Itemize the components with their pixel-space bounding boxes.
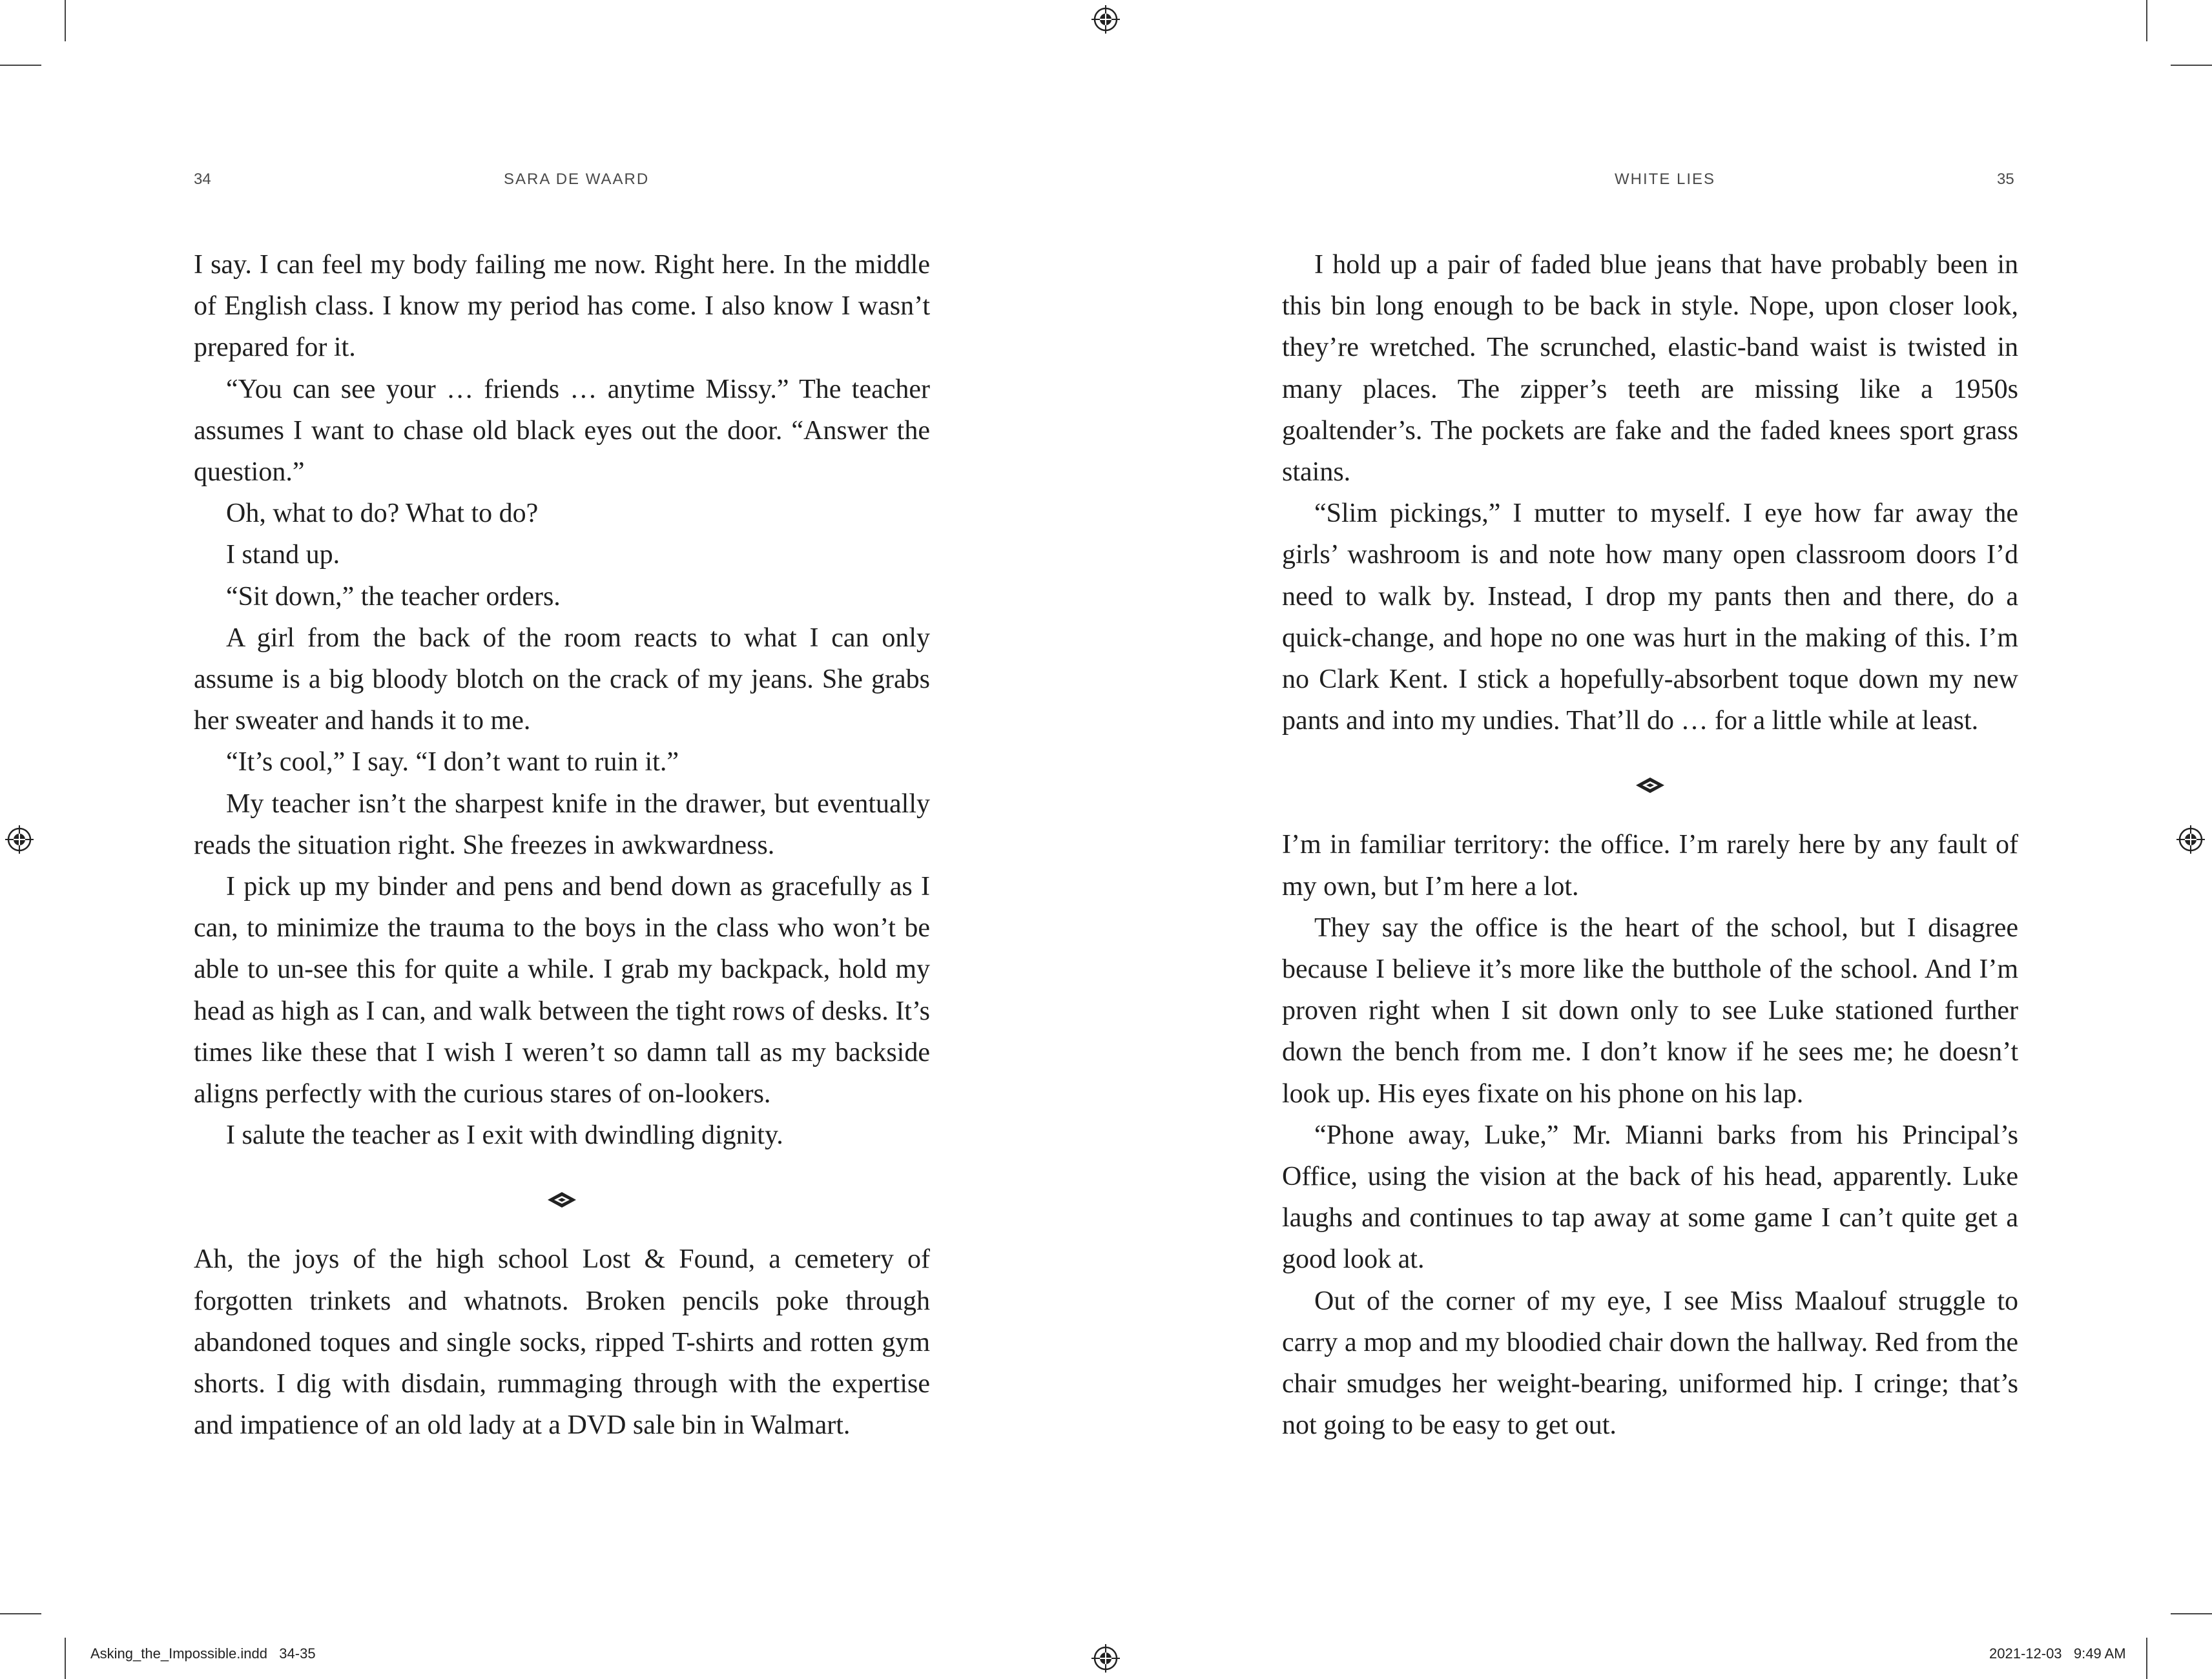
paragraph: “You can see your … friends … anytime Missy.” The teacher assumes I want to chase old black eyes out the door. “Answer the question.” bbox=[194, 374, 930, 488]
registration-mark-icon bbox=[1091, 5, 1120, 34]
left-page-body bbox=[194, 244, 930, 1446]
section-break bbox=[1282, 741, 2018, 824]
paragraph: “It’s cool,” I say. “I don’t want to ruin it.” bbox=[226, 747, 679, 778]
right-running-head: WHITE LIES bbox=[1615, 170, 1716, 188]
right-page-body bbox=[1282, 244, 2018, 1446]
paragraph: I pick up my binder and pens and bend down as gracefully as I can, to minimize the trauma to the boys in the class who won’t be able to un-see this for quite a while. I grab my backpack, hold my head as high as I can, and walk between the tight rows of desks. It’s times like these that I wish I weren’t so damn tall as my backside aligns perfectly with the curious stares of on-lookers. bbox=[194, 872, 930, 1109]
registration-mark-icon bbox=[2176, 825, 2205, 854]
crop-mark-top-right-v bbox=[2146, 0, 2147, 41]
left-running-head: SARA DE WAARD bbox=[504, 170, 650, 188]
crop-mark-bottom-left-h bbox=[0, 1613, 41, 1614]
right-page-number: 35 bbox=[1997, 170, 2014, 188]
paragraph: Ah, the joys of the high school Lost & Found, a cemetery of forgotten trinkets and whatnots. Broken pencils poke through abandoned toques and single socks, ripped T-shirts and rotten gym shorts. I dig with disdain, rummaging through with the expertise and impatience of an old lady at a DVD sale bin in Walmart. bbox=[194, 1244, 930, 1441]
slug-timestamp: 2021-12-03 9:49 AM bbox=[1989, 1645, 2126, 1662]
paragraph: I say. I can feel my body failing me now. Right here. In the middle of English class. I know my period has come. I also know I wasn’t prepared for it. bbox=[194, 250, 930, 363]
paragraph: I hold up a pair of faded blue jeans that have probably been in this bin long enough to be back in style. Nope, upon closer look, they’re wretched. The scrunched, elastic-band waist is twisted in many places. The zipper’s teeth are missing like a 1950s goaltender’s. The pockets are fake and the faded knees sport grass stains. bbox=[1282, 250, 2018, 488]
crop-mark-bottom-right-v bbox=[2146, 1638, 2147, 1679]
registration-mark-icon bbox=[5, 825, 34, 854]
paragraph: I salute the teacher as I exit with dwindling dignity. bbox=[226, 1120, 783, 1151]
crop-mark-top-left-h bbox=[0, 65, 41, 66]
paragraph: A girl from the back of the room reacts to what I can only assume is a big bloody blotch on the crack of my jeans. She grabs her sweater and hands it to me. bbox=[194, 623, 930, 736]
paragraph: Out of the corner of my eye, I see Miss Maalouf struggle to carry a mop and my bloodied chair down the hallway. Red from the chair smudges her weight-bearing, uniformed hip. I cringe; that’s not going to be easy to get out. bbox=[1282, 1286, 2018, 1441]
diamond-ornament-icon bbox=[546, 1191, 577, 1209]
crop-mark-bottom-left-v bbox=[65, 1638, 66, 1679]
paragraph: My teacher isn’t the sharpest knife in the drawer, but eventually reads the situation right. She freezes in awkwardness. bbox=[194, 788, 930, 860]
paragraph: “Phone away, Luke,” Mr. Mianni barks from his Principal’s Office, using the vision at the back of his head, apparently. Luke laughs and continues to tap away at some game I can’t quite get a good look at. bbox=[1282, 1120, 2018, 1275]
paragraph: I’m in familiar territory: the office. I’m rarely here by any fault of my own, but I’m here a lot. bbox=[1282, 830, 2018, 901]
paragraph: They say the office is the heart of the school, but I disagree because I believe it’s more like the butthole of the school. And I’m proven right when I sit down only to see Luke stationed further down the bench from me. I don’t know if he sees me; he doesn’t look up. His eyes fixate on his phone on his lap. bbox=[1282, 912, 2018, 1109]
paragraph: Oh, what to do? What to do? bbox=[226, 499, 539, 529]
paragraph: I stand up. bbox=[226, 540, 340, 570]
diamond-ornament-icon bbox=[1635, 776, 1666, 794]
registration-mark-icon bbox=[1091, 1644, 1120, 1673]
crop-mark-bottom-right-h bbox=[2171, 1613, 2212, 1614]
crop-mark-top-left-v bbox=[65, 0, 66, 41]
section-break bbox=[194, 1156, 930, 1239]
paragraph: “Slim pickings,” I mutter to myself. I eye how far away the girls’ washroom is and note how many open classroom doors I’d need to walk by. Instead, I drop my pants then and there, do a quick-change, and hope no one was hurt in the making of this. I’m no Clark Kent. I stick a hopefully-absorbent toque down my new pants and into my undies. That’ll do … for a little while at least. bbox=[1282, 499, 2018, 736]
slug-filename: Asking_the_Impossible.indd 34-35 bbox=[90, 1645, 316, 1662]
left-page-number: 34 bbox=[194, 170, 211, 188]
paragraph: “Sit down,” the teacher orders. bbox=[226, 581, 561, 612]
crop-mark-top-right-h bbox=[2171, 65, 2212, 66]
